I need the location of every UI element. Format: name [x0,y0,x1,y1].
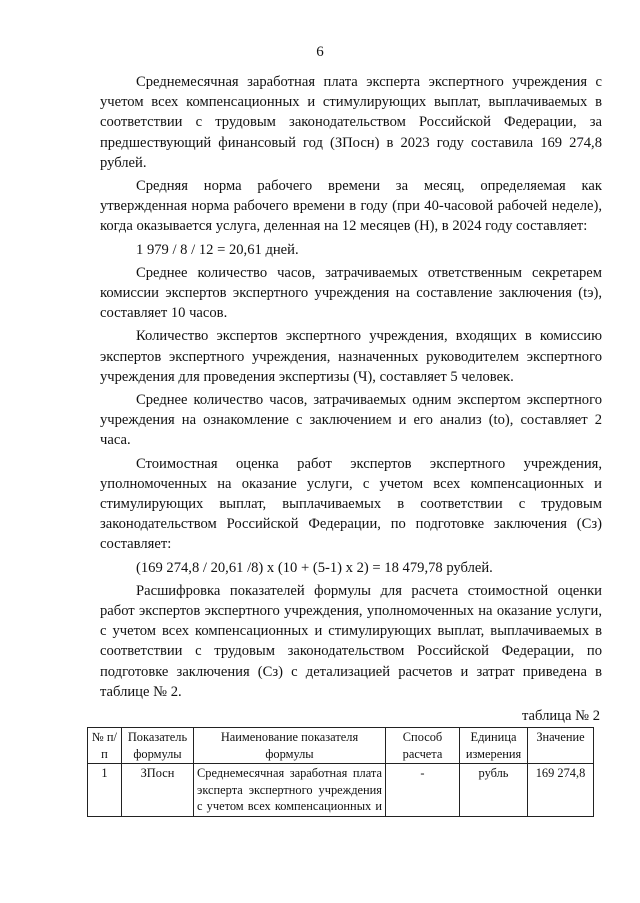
header-value: Значение [528,728,594,764]
cell-name: Среднемесячная заработная плата эксперта экспертного учреждения с учетом всех компенсационных и [194,764,386,817]
body-text [100,72,602,705]
paragraph-work-norm: Средняя норма рабочего времени за месяц, определяемая как утвержденная норма рабочего времени в году (при 40-часовой рабочей неделе), когда оказывается услуга, деленная на 12 месяцев (Н), в 2024 году составляет: [100,178,602,235]
table-header-row [88,728,594,764]
paragraph-expert-count: Количество экспертов экспертного учреждения, входящих в комиссию экспертов экспертного учреждения, назначенных руководителем экспертного учреждения для проведения экспертизы (Ч), составляет 5 человек. [100,328,602,385]
header-unit: Единица измерения [460,728,528,764]
paragraph-secretary-hours: Среднее количество часов, затрачиваемых ответственным секретарем комиссии экспертов экспертного учреждения на составление заключения (tэ), составляет 10 часов. [100,264,602,322]
formula-cost: (169 274,8 / 20,61 /8) х (10 + (5-1) х 2) = 18 479,78 рублей. [136,559,493,576]
parameters-table [87,727,594,817]
cell-number: 1 [88,764,122,817]
paragraph-cost-estimate: Стоимостная оценка работ экспертов экспертного учреждения, уполномоченных на оказание услуги, с учетом всех компенсационных и стимулирующих выплат, выплачиваемых в соответствии с трудовым законодательством Российской Федерации, по подготовке заключения (Сз) составляет: [100,455,602,553]
table-caption: таблица № 2 [522,708,600,724]
cell-indicator: ЗПосн [122,764,194,817]
cell-method: - [386,764,460,817]
page-number: 6 [316,44,324,60]
paragraph-table-reference: Расшифровка показателей формулы для расчета стоимостной оценки работ экспертов экспертного учреждения, уполномоченных на оказание услуги, с учетом всех компенсационных и стимулирующих выплат, выплачиваемых в соответствии с трудовым законодательством Российской Федерации, по подготовке заключения (Сз) с детализацией расчетов и затрат приведена в таблице № 2. [100,582,602,700]
header-name: Наименование показателя формулы [194,728,386,764]
formula-work-days: 1 979 / 8 / 12 = 20,61 дней. [136,241,299,258]
table-row [88,764,594,817]
paragraph-salary: Среднемесячная заработная плата эксперта экспертного учреждения с учетом всех компенсационных и стимулирующих выплат, выплачиваемых в соответствии с трудовым законодательством Российской Федерации, за предшествующий финансовый год (ЗПосн) в 2023 году составила 169 274,8 рублей. [100,74,602,171]
paragraph-review-hours: Среднее количество часов, затрачиваемых одним экспертом экспертного учреждения на ознакомление с заключением и его анализ (tо), составляет 2 часа. [100,392,602,449]
header-indicator: Показатель формулы [122,728,194,764]
header-method: Способ расчета [386,728,460,764]
header-number: № п/п [88,728,122,764]
cell-unit: рубль [460,764,528,817]
cell-value: 169 274,8 [528,764,594,817]
